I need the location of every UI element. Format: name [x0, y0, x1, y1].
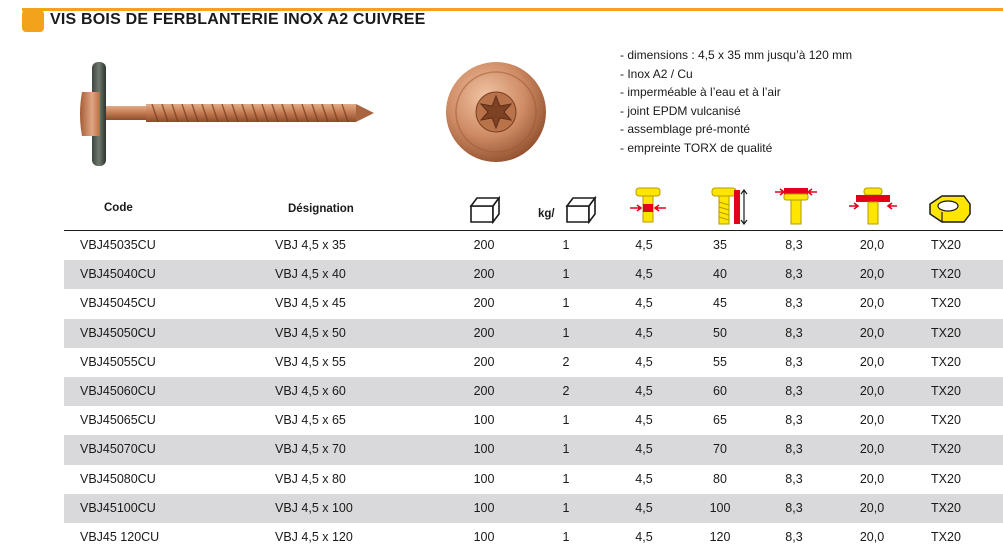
designation-cell: VBJ 4,5 x 60 [275, 383, 346, 398]
washer-diameter-cell: 20,0 [859, 296, 885, 311]
drive-cell: TX20 [931, 383, 961, 398]
washer-diameter-cell: 20,0 [859, 442, 885, 457]
weight-cell: 2 [562, 354, 570, 369]
code-cell: VBJ45035CU [80, 238, 156, 252]
quantity-cell: 100 [473, 529, 495, 544]
diameter-cell: 4,5 [635, 529, 653, 544]
weight-cell: 1 [562, 471, 570, 486]
drive-cell: TX20 [931, 296, 961, 311]
weight-cell: 1 [562, 529, 570, 544]
washer-diameter-cell: 20,0 [859, 238, 885, 252]
length-cell: 55 [713, 354, 727, 369]
head-diameter-cell: 8,3 [785, 471, 803, 486]
designation-cell: VBJ 4,5 x 35 [275, 238, 346, 252]
torx-drive-icon [924, 192, 972, 226]
feature-item: - Inox A2 / Cu [620, 65, 852, 84]
diameter-cell: 4,5 [635, 500, 653, 515]
designation-cell: VBJ 4,5 x 40 [275, 267, 346, 282]
table-row [64, 377, 1003, 406]
length-cell: 60 [713, 383, 727, 398]
designation-column-header: Désignation [288, 203, 354, 215]
quantity-cell: 200 [473, 354, 495, 369]
copper-screw-head-torx-view-icon [440, 56, 552, 168]
washer-diameter-cell: 20,0 [859, 354, 885, 369]
designation-cell: VBJ 4,5 x 65 [275, 413, 346, 428]
feature-item: - dimensions : 4,5 x 35 mm jusqu’à 120 mm [620, 46, 852, 65]
screw-length-icon [706, 186, 750, 226]
quantity-cell: 100 [473, 500, 495, 515]
quantity-cell: 200 [473, 325, 495, 340]
table-row [64, 260, 1003, 289]
code-cell: VBJ45065CU [80, 413, 156, 428]
drive-cell: TX20 [931, 500, 961, 515]
feature-item: - imperméable à l’eau et à l’air [620, 83, 852, 102]
length-cell: 65 [713, 413, 727, 428]
head-diameter-cell: 8,3 [785, 267, 803, 282]
weight-cell: 1 [562, 413, 570, 428]
head-diameter-cell: 8,3 [785, 354, 803, 369]
head-diameter-cell: 8,3 [785, 442, 803, 457]
designation-cell: VBJ 4,5 x 55 [275, 354, 346, 369]
code-cell: VBJ45045CU [80, 296, 156, 311]
diameter-cell: 4,5 [635, 238, 653, 252]
length-cell: 40 [713, 267, 727, 282]
diameter-cell: 4,5 [635, 354, 653, 369]
length-cell: 100 [709, 500, 731, 515]
quantity-cell: 100 [473, 413, 495, 428]
table-row [64, 231, 1003, 260]
code-cell: VBJ45050CU [80, 325, 156, 340]
length-cell: 35 [713, 238, 727, 252]
quantity-cell: 200 [473, 267, 495, 282]
weight-column-header: kg/ [538, 208, 555, 220]
drive-cell: TX20 [931, 413, 961, 428]
designation-cell: VBJ 4,5 x 120 [275, 529, 353, 544]
diameter-cell: 4,5 [635, 267, 653, 282]
weight-cell: 1 [562, 500, 570, 515]
diameter-cell: 4,5 [635, 471, 653, 486]
drive-cell: TX20 [931, 529, 961, 544]
quantity-cell: 100 [473, 471, 495, 486]
quantity-cell: 100 [473, 442, 495, 457]
drive-cell: TX20 [931, 354, 961, 369]
head-diameter-cell: 8,3 [785, 413, 803, 428]
head-diameter-cell: 8,3 [785, 296, 803, 311]
weight-cell: 1 [562, 325, 570, 340]
table-row [64, 406, 1003, 435]
washer-diameter-cell: 20,0 [859, 500, 885, 515]
code-column-header: Code [104, 202, 133, 214]
code-cell: VBJ45080CU [80, 471, 156, 486]
diameter-cell: 4,5 [635, 325, 653, 340]
washer-diameter-cell: 20,0 [859, 471, 885, 486]
washer-diameter-cell: 20,0 [859, 325, 885, 340]
table-row [64, 494, 1003, 523]
page-title: VIS BOIS DE FERBLANTERIE INOX A2 CUIVREE [50, 11, 426, 28]
code-cell: VBJ45100CU [80, 500, 156, 515]
weight-cell: 1 [562, 238, 570, 252]
designation-cell: VBJ 4,5 x 80 [275, 471, 346, 486]
screw-diameter-icon [628, 186, 668, 226]
length-cell: 50 [713, 325, 727, 340]
weight-cell: 1 [562, 267, 570, 282]
code-cell: VBJ45040CU [80, 267, 156, 282]
copper-screw-side-view-icon [70, 58, 380, 170]
table-row [64, 319, 1003, 348]
quantity-cell: 200 [473, 238, 495, 252]
drive-cell: TX20 [931, 238, 961, 252]
washer-diameter-icon [848, 186, 898, 226]
length-cell: 120 [709, 529, 731, 544]
product-table [64, 231, 1003, 552]
head-diameter-cell: 8,3 [785, 325, 803, 340]
header-accent-square [22, 10, 44, 32]
table-row [64, 523, 1003, 552]
quantity-cell: 200 [473, 296, 495, 311]
head-diameter-cell: 8,3 [785, 238, 803, 252]
washer-diameter-cell: 20,0 [859, 413, 885, 428]
box-weight-icon [564, 194, 598, 224]
weight-cell: 1 [562, 442, 570, 457]
box-quantity-icon [468, 194, 500, 224]
designation-cell: VBJ 4,5 x 100 [275, 500, 353, 515]
length-cell: 70 [713, 442, 727, 457]
feature-item: - empreinte TORX de qualité [620, 139, 852, 158]
diameter-cell: 4,5 [635, 383, 653, 398]
table-row [64, 289, 1003, 318]
code-cell: VBJ45070CU [80, 442, 156, 457]
washer-diameter-cell: 20,0 [859, 383, 885, 398]
washer-diameter-cell: 20,0 [859, 267, 885, 282]
designation-cell: VBJ 4,5 x 70 [275, 442, 346, 457]
length-cell: 45 [713, 296, 727, 311]
code-cell: VBJ45060CU [80, 383, 156, 398]
diameter-cell: 4,5 [635, 413, 653, 428]
head-diameter-cell: 8,3 [785, 529, 803, 544]
head-diameter-icon [774, 186, 818, 226]
designation-cell: VBJ 4,5 x 45 [275, 296, 346, 311]
drive-cell: TX20 [931, 471, 961, 486]
table-row [64, 465, 1003, 494]
washer-diameter-cell: 20,0 [859, 529, 885, 544]
weight-cell: 2 [562, 383, 570, 398]
weight-cell: 1 [562, 296, 570, 311]
diameter-cell: 4,5 [635, 442, 653, 457]
feature-list [620, 46, 852, 158]
head-diameter-cell: 8,3 [785, 500, 803, 515]
drive-cell: TX20 [931, 325, 961, 340]
designation-cell: VBJ 4,5 x 50 [275, 325, 346, 340]
diameter-cell: 4,5 [635, 296, 653, 311]
length-cell: 80 [713, 471, 727, 486]
feature-item: - joint EPDM vulcanisé [620, 102, 852, 121]
drive-cell: TX20 [931, 442, 961, 457]
feature-item: - assemblage pré-monté [620, 120, 852, 139]
code-cell: VBJ45055CU [80, 354, 156, 369]
code-cell: VBJ45 120CU [80, 529, 160, 544]
quantity-cell: 200 [473, 383, 495, 398]
table-row [64, 348, 1003, 377]
drive-cell: TX20 [931, 267, 961, 282]
head-diameter-cell: 8,3 [785, 383, 803, 398]
table-row [64, 435, 1003, 464]
